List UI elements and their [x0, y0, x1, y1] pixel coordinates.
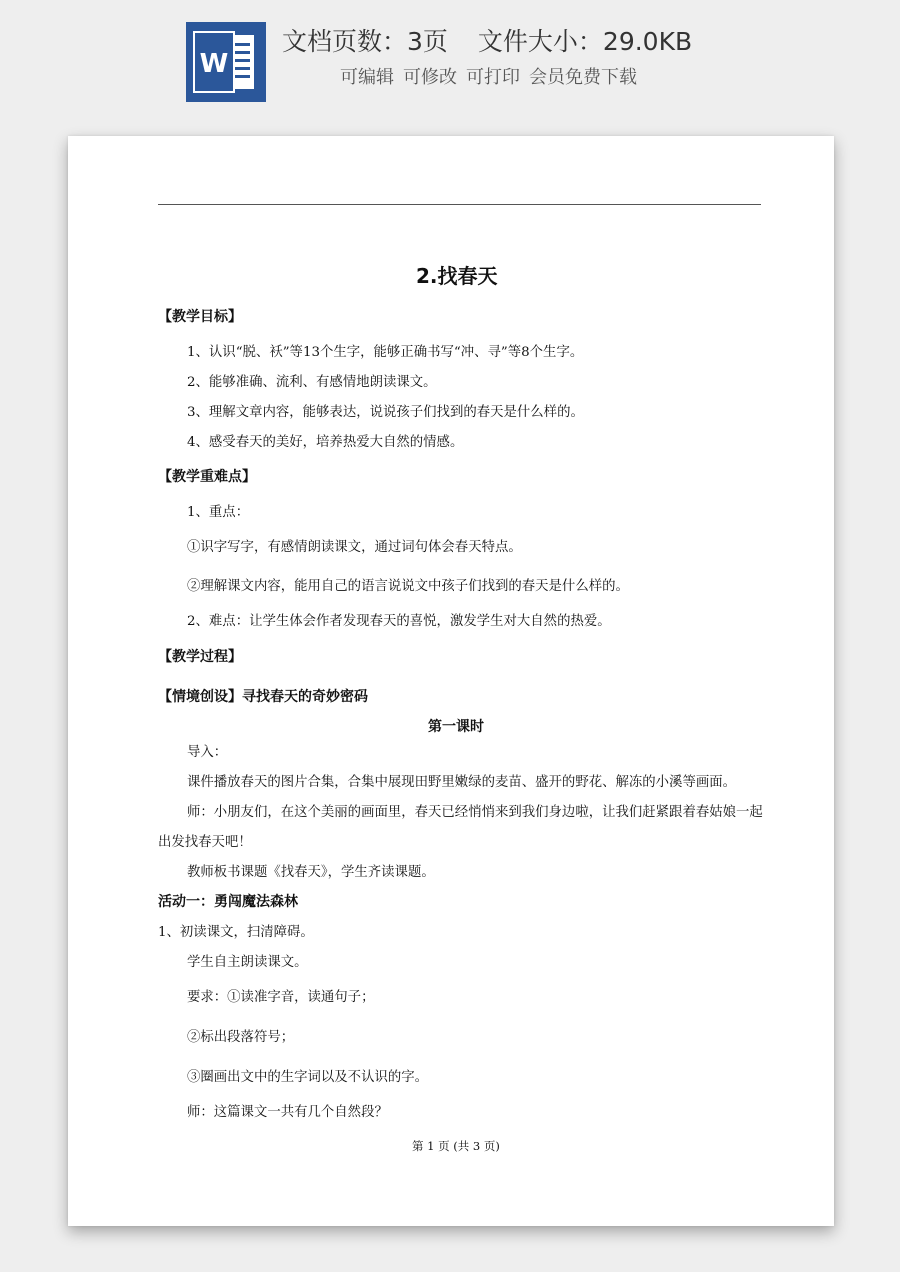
key-point-item: ①识字写字，有感情朗读课文，通过词句体会春天特点。 — [187, 540, 522, 555]
objective-item: 1、认识“脱、袄”等13个生字，能够正确书写“冲、寻”等8个生字。 — [187, 345, 584, 360]
self-read: 学生自主朗读课文。 — [187, 955, 308, 970]
file-size: 文件大小：29.0KB — [477, 27, 693, 56]
document-page — [68, 136, 834, 1226]
requirement-item: ②标出段落符号； — [187, 1030, 295, 1045]
download-banner — [0, 0, 900, 120]
activity-heading: 活动一：勇闯魔法森林 — [158, 894, 298, 910]
key-point-item: ②理解课文内容，能用自己的语言说说文中孩子们找到的春天是什么样的。 — [187, 579, 629, 594]
objective-item: 3、理解文章内容，能够表达，说说孩子们找到的春天是什么样的。 — [187, 405, 584, 420]
page-footer: 第 1 页 (共 3 页) — [412, 1139, 500, 1153]
board-text: 教师板书课题《找春天》，学生齐读课题。 — [187, 865, 435, 880]
step-item: 1、初读课文，扫清障碍。 — [158, 925, 314, 940]
teacher-line: 师：小朋友们，在这个美丽的画面里，春天已经悄悄来到我们身边啦，让我们赶紧跟着春姑娘一起 — [187, 805, 763, 820]
page-count: 文档页数：3页 — [282, 27, 448, 56]
teacher-question: 师：这篇课文一共有几个自然段？ — [187, 1105, 388, 1120]
scenario-heading: 【情境创设】寻找春天的奇妙密码 — [158, 689, 368, 705]
feature-editable: 可编辑 — [340, 67, 394, 88]
word-icon — [186, 22, 266, 102]
objectives-heading: 【教学目标】 — [158, 309, 242, 325]
process-heading: 【教学过程】 — [158, 649, 242, 665]
file-meta — [282, 22, 692, 62]
feature-modifiable: 可修改 — [403, 67, 457, 88]
intro-label: 导入： — [187, 745, 228, 760]
difficulty-point: 2、难点：让学生体会作者发现春天的喜悦，激发学生对大自然的热爱。 — [187, 614, 611, 629]
word-icon-letter: W — [199, 49, 229, 79]
teacher-line-continued: 出发找春天吧！ — [158, 835, 252, 850]
requirement-item: ③圈画出文中的生字词以及不认识的字。 — [187, 1070, 429, 1085]
feature-printable: 可打印 — [466, 67, 520, 88]
key-points-heading: 【教学重难点】 — [158, 469, 256, 485]
document-title: 2.找春天 — [416, 264, 498, 288]
objective-item: 4、感受春天的美好，培养热爱大自然的情感。 — [187, 435, 464, 450]
intro-text: 课件播放春天的图片合集，合集中展现田野里嫩绿的麦苗、盛开的野花、解冻的小溪等画面。 — [187, 775, 737, 790]
feature-member-download: 会员免费下载 — [529, 67, 637, 88]
feature-list — [340, 64, 646, 92]
key-points-label: 1、重点： — [187, 505, 250, 520]
header-rule — [158, 204, 761, 205]
objective-item: 2、能够准确、流利、有感情地朗读课文。 — [187, 375, 437, 390]
lesson-heading: 第一课时 — [428, 719, 484, 735]
requirement-item: 要求：①读准字音，读通句子； — [187, 990, 375, 1005]
